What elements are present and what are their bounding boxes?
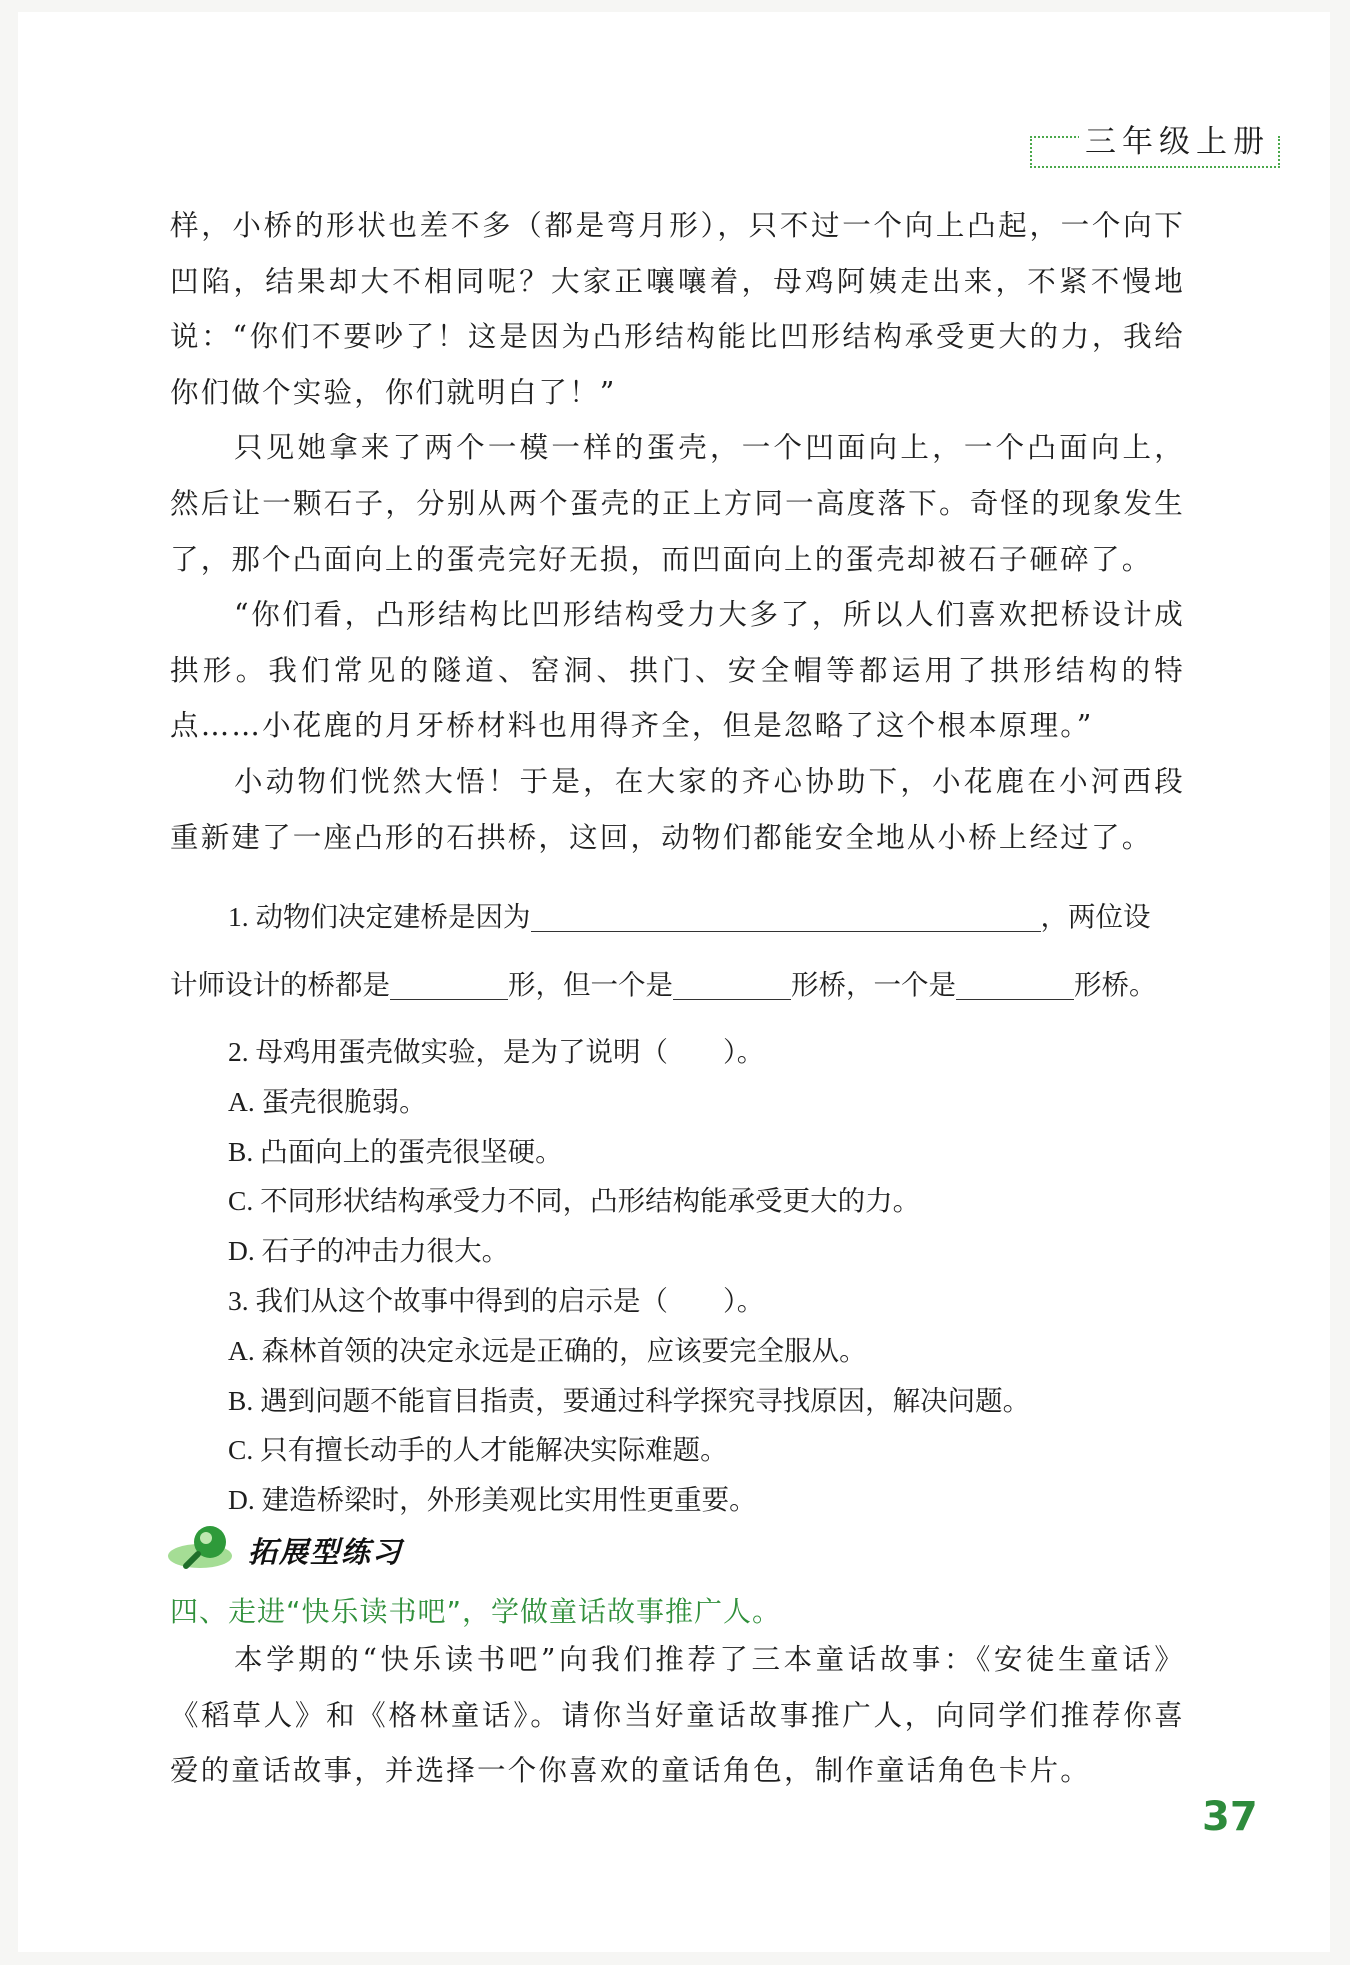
task-title: 四、走进“快乐读书吧”，学做童话故事推广人。 bbox=[170, 1595, 782, 1628]
option-a[interactable]: A. 森林首领的决定永远是正确的，应该要完全服从。 bbox=[228, 1334, 867, 1366]
question-2-stem: 2. 母鸡用蛋壳做实验，是为了说明（ ）。 bbox=[228, 1036, 765, 1067]
question-3-stem: 3. 我们从这个故事中得到的启示是（ ）。 bbox=[228, 1284, 765, 1316]
section-header bbox=[166, 1520, 566, 1580]
workbook-page bbox=[18, 12, 1330, 1952]
page-number: 37 bbox=[1202, 1794, 1258, 1840]
q1-text: 形桥。 bbox=[1074, 969, 1157, 1000]
questions bbox=[170, 892, 1185, 1525]
story-paragraph: “你们看，凸形结构比凹形结构受力大多了，所以人们喜欢把桥设计成拱形。我们常见的隧道、窑洞、拱门、安全帽等都运用了拱形结构的特点……小花鹿的月牙桥材料也用得齐全，但是忽略了这个根本原理。” bbox=[170, 598, 1185, 743]
answer-blank[interactable] bbox=[956, 999, 1074, 1000]
answer-blank[interactable] bbox=[673, 999, 791, 1000]
option-d[interactable]: D. 建造桥梁时，外形美观比实用性更重要。 bbox=[228, 1484, 757, 1516]
story-paragraph: 小动物们恍然大悟！于是，在大家的齐心协助下，小花鹿在小河西段重新建了一座凸形的石拱桥，这回，动物们都能安全地从小桥上经过了。 bbox=[170, 764, 1185, 854]
option-b[interactable]: B. 凸面向上的蛋壳很坚硬。 bbox=[228, 1135, 563, 1167]
q1-text: ，两位设 bbox=[1040, 901, 1151, 932]
section-title: 拓展型练习 bbox=[248, 1535, 404, 1569]
magnifier-icon bbox=[166, 1520, 246, 1576]
task-body bbox=[170, 1632, 1185, 1799]
task-paragraph: 本学期的“快乐读书吧”向我们推荐了三本童话故事：《安徒生童话》《稻草人》和《格林童话》。请你当好童话故事推广人，向同学们推荐你喜爱的童话故事，并选择一个你喜欢的童话角色，制作童话角色卡片。 bbox=[170, 1643, 1185, 1788]
option-b[interactable]: B. 遇到问题不能盲目指责，要通过科学探究寻找原因，解决问题。 bbox=[228, 1384, 1031, 1416]
option-c[interactable]: C. 只有擅长动手的人才能解决实际难题。 bbox=[228, 1434, 728, 1466]
story-paragraph: 只见她拿来了两个一模一样的蛋壳，一个凹面向上，一个凸面向上，然后让一颗石子，分别从两个蛋壳的正上方同一高度落下。奇怪的现象发生了，那个凸面向上的蛋壳完好无损，而凹面向上的蛋壳却被石子砸碎了。 bbox=[170, 431, 1185, 576]
option-a[interactable]: A. 蛋壳很脆弱。 bbox=[228, 1085, 427, 1117]
story-paragraph: 样，小桥的形状也差不多（都是弯月形），只不过一个向上凸起，一个向下凹陷，结果却大不相同呢？大家正嚷嚷着，母鸡阿姨走出来，不紧不慢地说：“你们不要吵了！这是因为凸形结构能比凹形结构承受更大的力，我给你们做个实验，你们就明白了！” bbox=[170, 209, 1185, 409]
question-1 bbox=[170, 892, 1185, 1027]
q1-text: 1. 动物们决定建桥是因为 bbox=[228, 901, 531, 932]
q1-text: 计师设计的桥都是 bbox=[170, 969, 390, 1000]
option-d[interactable]: D. 石子的冲击力很大。 bbox=[228, 1235, 510, 1267]
q1-text: 形，但一个是 bbox=[508, 969, 673, 1000]
grade-label: 三年级上册 bbox=[1079, 116, 1276, 161]
q1-text: 形桥，一个是 bbox=[791, 969, 956, 1000]
grade-tag bbox=[1030, 118, 1280, 168]
story-text bbox=[170, 198, 1185, 865]
option-c[interactable]: C. 不同形状结构承受力不同，凸形结构能承受更大的力。 bbox=[228, 1185, 921, 1217]
answer-blank[interactable] bbox=[390, 999, 508, 1000]
answer-blank[interactable] bbox=[531, 931, 1041, 932]
